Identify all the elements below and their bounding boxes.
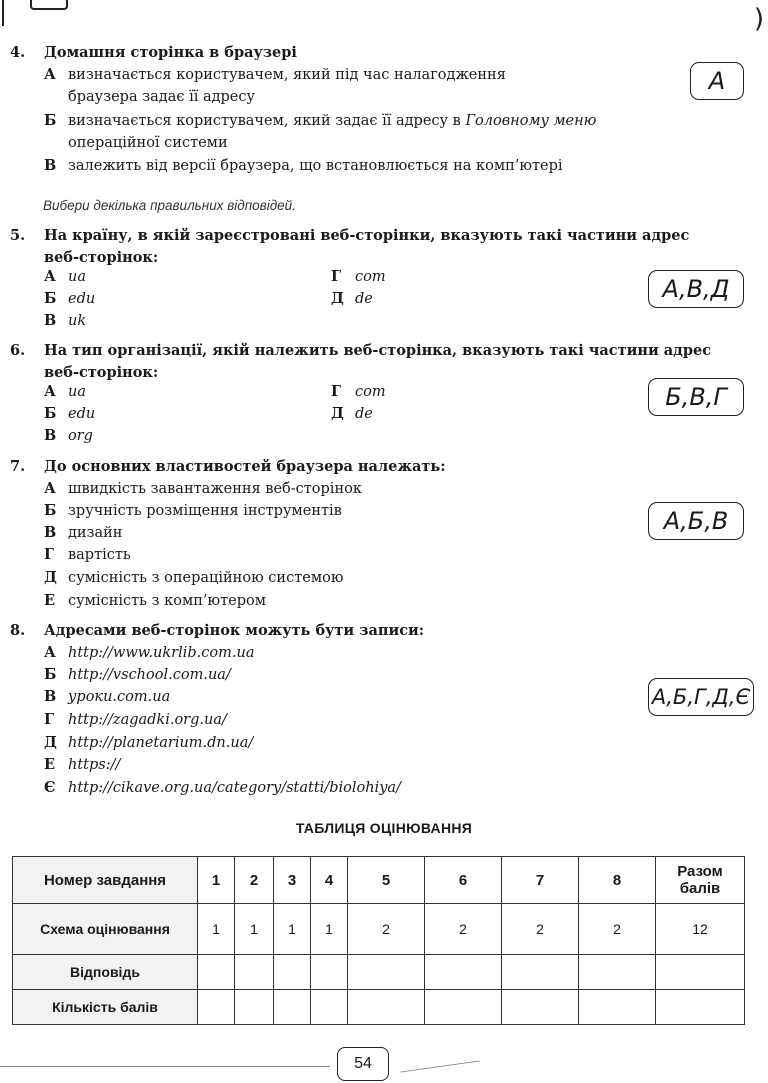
- q6-option-b: Б edu: [44, 405, 96, 422]
- q7-option-v: В дизайн: [44, 524, 123, 541]
- q4-option-v: В залежить від версії браузера, що встановлюється на комп’ютері: [44, 157, 563, 174]
- row-header: Схема оцінювання: [13, 904, 198, 955]
- q5-option-b: Б edu: [44, 290, 96, 307]
- q8-option-ye: Є http://cikave.org.ua/category/statti/biolohiya/: [44, 779, 401, 796]
- q7-option-a: А швидкість завантаження веб-сторінок: [44, 480, 362, 497]
- q8-option-g: Г http://zagadki.org.ua/: [44, 711, 227, 728]
- footer-rule-left: [0, 1066, 330, 1067]
- question-4: [10, 42, 744, 64]
- answer-box-q5: А,В,Д: [648, 270, 744, 308]
- q8-option-v: В уроки.com.ua: [44, 688, 171, 705]
- scoring-table: [12, 856, 745, 1025]
- corner-frame: [30, 0, 68, 10]
- question-number: 4.: [10, 44, 26, 61]
- q5-option-g: Г com: [331, 268, 386, 285]
- answer-box-q6: Б,В,Г: [648, 378, 744, 416]
- question-6: 6. На тип організації, якій належить веб-сторінка, вказують такі частини адрес веб-сторінок:: [10, 342, 712, 381]
- q8-option-e: Е https://: [44, 756, 121, 773]
- q6-option-g: Г com: [331, 383, 386, 400]
- q6-option-v: В org: [44, 427, 93, 444]
- instruction-hint: Вибери декілька правильних відповідей.: [43, 198, 296, 213]
- q4-option-a: А визначається користувачем, який під час налагодження браузера задає її адресу: [44, 66, 506, 105]
- table-row: [13, 955, 745, 990]
- q7-option-b: Б зручність розміщення інструментів: [44, 502, 342, 519]
- question-7: 7. До основних властивостей браузера належать:: [10, 458, 446, 475]
- table-row: Схема оцінювання 1 1 1 1 2 2 2 2 12: [13, 904, 745, 955]
- q8-option-b: Б http://vschool.com.ua/: [44, 666, 231, 683]
- q5-option-d: Д de: [331, 290, 373, 307]
- answer-box-q4: А: [690, 62, 744, 100]
- q8-option-d: Д http://planetarium.dn.ua/: [44, 734, 254, 751]
- row-header: Відповідь: [13, 955, 198, 990]
- margin-mark: [2, 0, 4, 26]
- question-text: Домашня сторінка в браузері: [44, 44, 297, 61]
- q7-option-e: Е сумісність з комп’ютером: [44, 592, 267, 609]
- q8-option-a: А http://www.ukrlib.com.ua: [44, 644, 255, 661]
- q7-option-g: Г вартість: [44, 546, 131, 563]
- table-title: ТАБЛИЦЯ ОЦІНЮВАННЯ: [295, 820, 473, 836]
- q7-option-d: Д сумісність з операційною системою: [44, 569, 344, 586]
- q5-option-a: А ua: [44, 268, 86, 285]
- page-number: 54: [337, 1047, 389, 1081]
- q6-option-a: А ua: [44, 383, 86, 400]
- edge-curl-mark: ): [753, 4, 764, 34]
- table-row: Номер завдання 1 2 3 4 5 6 7 8 Разом балів: [13, 857, 745, 904]
- q4-option-b: Б визначається користувачем, який задає її адресу в Головному меню операційної системи: [44, 112, 597, 151]
- question-8: 8. Адресами веб-сторінок можуть бути записи:: [10, 622, 425, 639]
- q6-option-d: Д de: [331, 405, 373, 422]
- answer-box-q7: А,Б,В: [648, 502, 744, 540]
- question-5: 5. На країну, в якій зареєстровані веб-сторінки, вказують такі частини адрес веб-сторінок:: [10, 227, 690, 266]
- table-row: [13, 990, 745, 1025]
- row-header: Номер завдання: [13, 857, 198, 904]
- row-header: Кількість балів: [13, 990, 198, 1025]
- q5-option-v: В uk: [44, 312, 87, 329]
- footer-rule-right: [400, 1060, 479, 1072]
- answer-box-q8: А,Б,Г,Д,Є: [648, 678, 754, 716]
